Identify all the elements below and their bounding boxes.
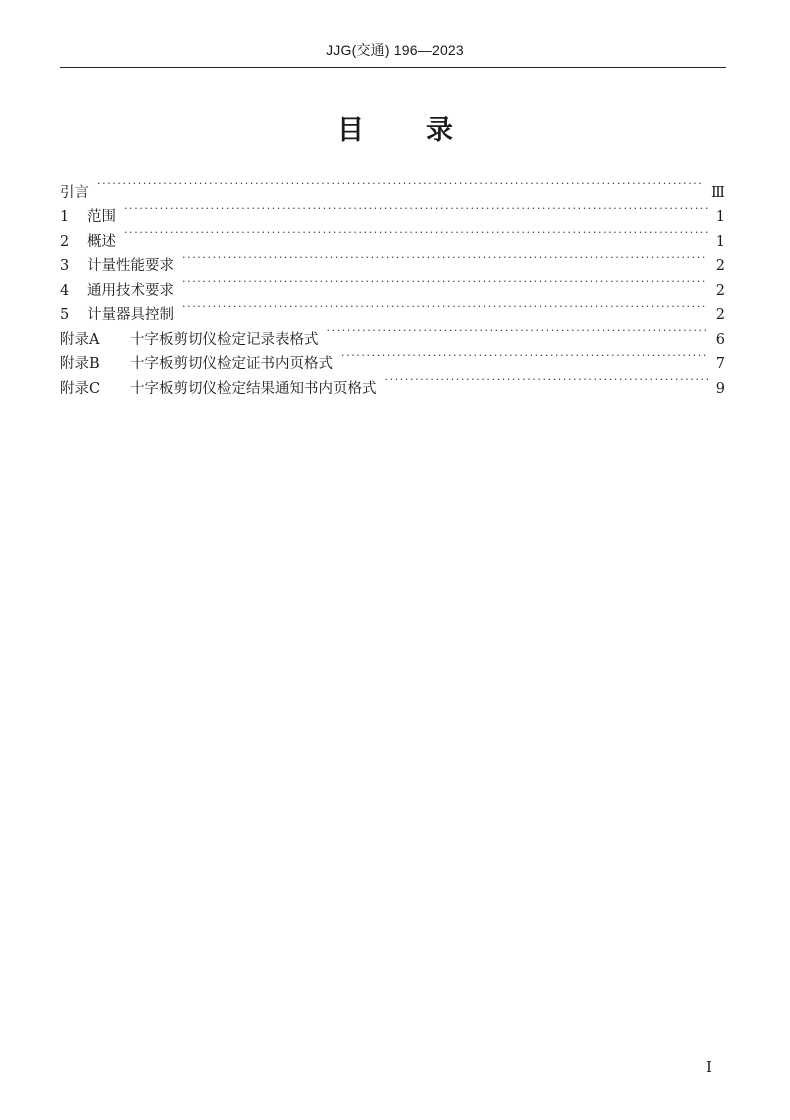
- running-header: JJG(交通) 196—2023: [326, 42, 464, 58]
- toc-entry-number: 5: [60, 307, 70, 323]
- toc-entry-3[interactable]: [60, 246, 725, 274]
- toc-entry-page: 7: [715, 356, 725, 372]
- toc-entry-number: 3: [60, 258, 70, 274]
- toc-entry-label: 十字板剪切仪检定证书内页格式: [130, 356, 333, 372]
- toc-entry-number: 附录A: [60, 331, 100, 348]
- toc-entry-number: 2: [60, 233, 70, 250]
- toc-entry-page: 9: [715, 380, 725, 397]
- toc-entry-label: 十字板剪切仪检定记录表格式: [130, 331, 319, 348]
- page-title: 目录: [337, 115, 515, 146]
- toc-dot-leader: [124, 221, 708, 246]
- toc-entry-number: 1: [60, 209, 70, 225]
- toc-dot-leader: [182, 270, 708, 295]
- toc-entry-2[interactable]: [60, 221, 725, 250]
- toc-entry-page: 2: [715, 258, 725, 274]
- toc-entry-label: 引言: [60, 184, 89, 201]
- toc-entry-page: 2: [715, 282, 725, 299]
- toc-dot-leader: [97, 172, 703, 197]
- toc-entry-number: 4: [60, 282, 70, 299]
- toc-entry-label: 计量性能要求: [87, 258, 174, 274]
- toc-dot-leader: [327, 319, 708, 344]
- toc-entry-introduction[interactable]: [60, 172, 725, 201]
- toc-entry-label: 范围: [87, 209, 116, 225]
- toc-entry-number: 附录B: [60, 356, 100, 372]
- toc-entry-page: 6: [715, 331, 725, 348]
- header-rule: [60, 67, 726, 68]
- page-number: Ⅰ: [706, 1058, 712, 1076]
- table-of-contents: [60, 172, 725, 397]
- toc-dot-leader: [341, 344, 708, 369]
- toc-entry-label: 概述: [87, 233, 116, 250]
- toc-entry-label: 计量器具控制: [87, 307, 174, 323]
- toc-entry-label: 通用技术要求: [87, 282, 174, 299]
- toc-dot-leader: [182, 295, 708, 320]
- toc-entry-page: 1: [715, 233, 725, 250]
- toc-dot-leader: [124, 197, 708, 222]
- toc-entry-1[interactable]: [60, 197, 725, 225]
- toc-entry-page: 2: [715, 307, 725, 323]
- toc-entry-page: Ⅲ: [711, 184, 725, 201]
- toc-dot-leader: [182, 246, 708, 271]
- toc-dot-leader: [385, 368, 708, 393]
- toc-entry-number: 附录C: [60, 380, 101, 397]
- toc-entry-label: 十字板剪切仪检定结果通知书内页格式: [130, 380, 377, 397]
- toc-entry-page: 1: [715, 209, 725, 225]
